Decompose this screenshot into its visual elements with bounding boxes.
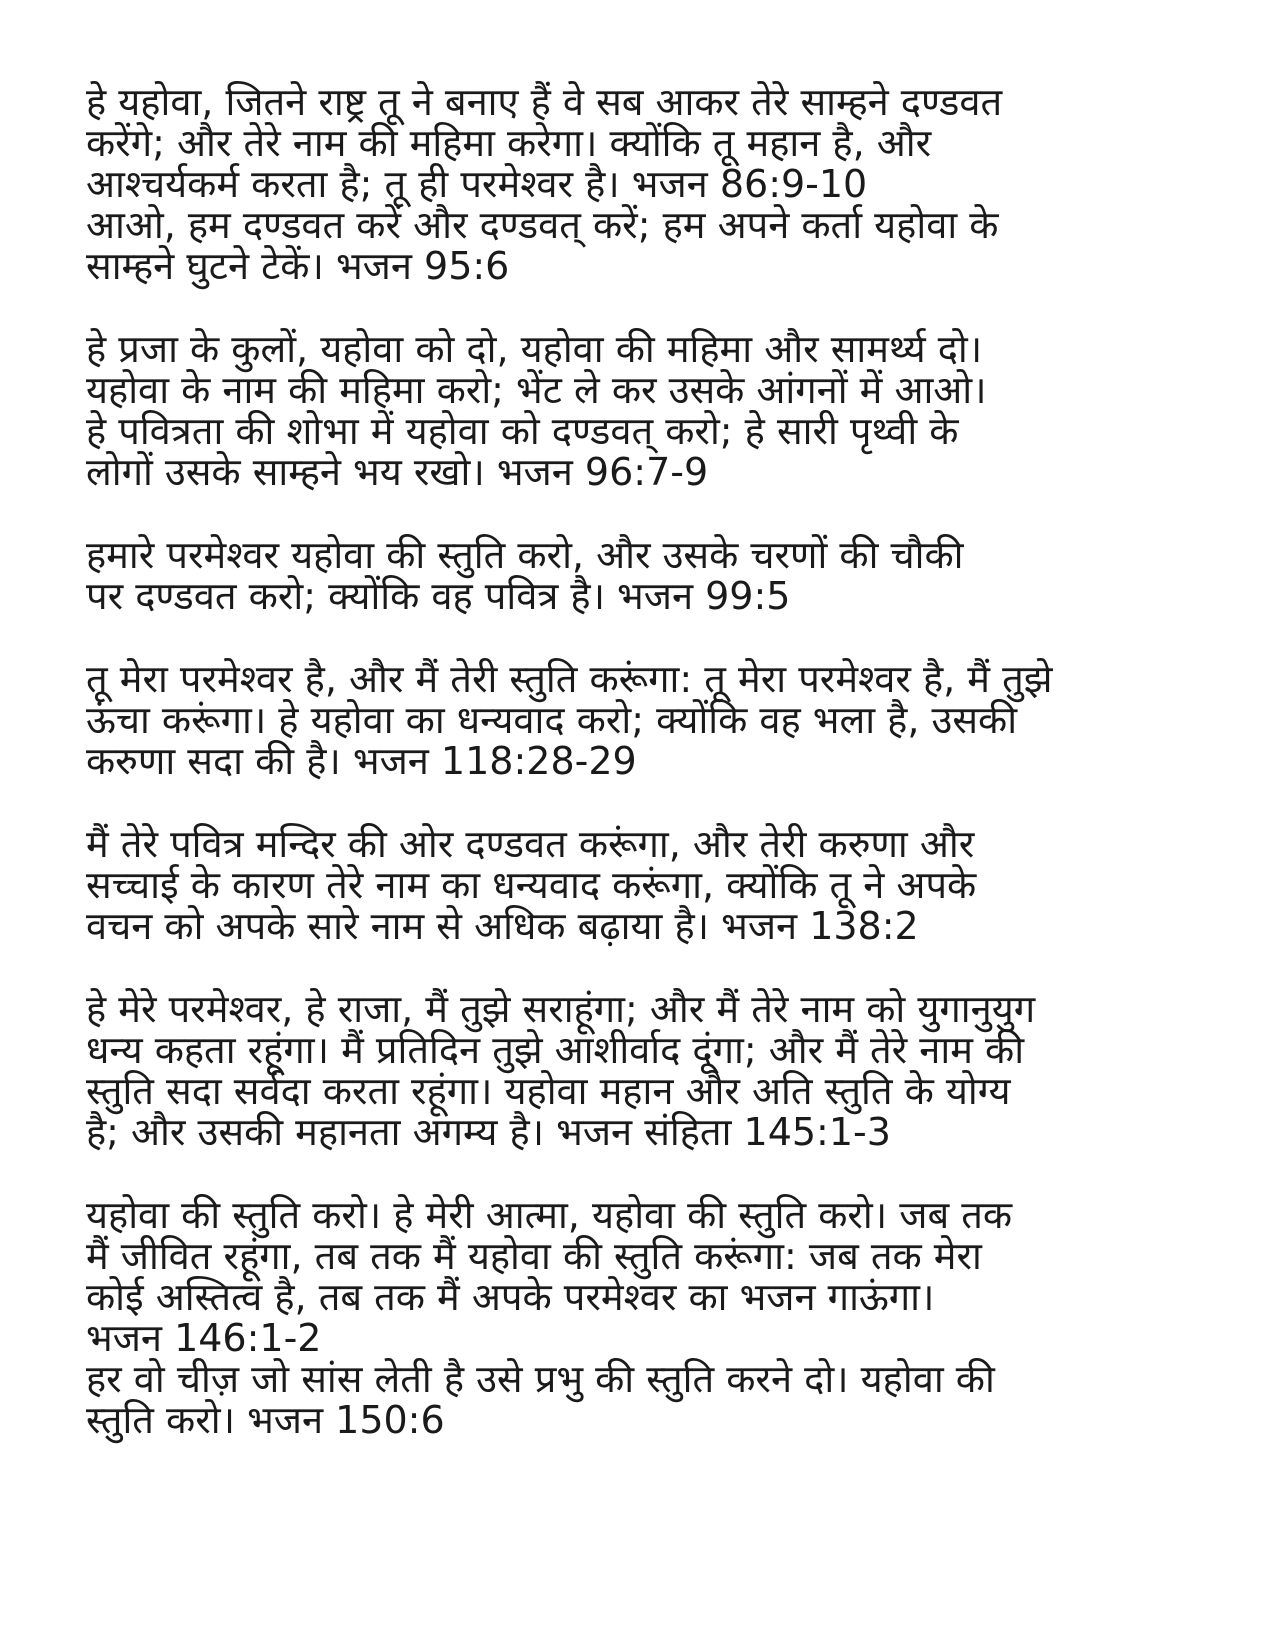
passage-line: लोगों उसके साम्हने भय रखो। भजन 96:7-9 bbox=[86, 450, 709, 494]
passage-line: यहोवा के नाम की महिमा करो; भेंट ले कर उसके आंगनों में आओ। bbox=[86, 368, 987, 412]
passage-line: हमारे परमेश्वर यहोवा की स्तुति करो, और उसके चरणों की चौकी bbox=[86, 533, 964, 577]
passage-2 bbox=[86, 329, 1216, 493]
passage-line: हे पवित्रता की शोभा में यहोवा को दण्डवत् करो; हे सारी पृथ्वी के bbox=[86, 409, 959, 453]
passage-line: कोई अस्तित्व है, तब तक मैं अपके परमेश्वर का भजन गाऊंगा। bbox=[86, 1275, 935, 1319]
passage-line: स्तुति करो। भजन 150:6 bbox=[86, 1398, 445, 1442]
passage-line: ऊंचा करूंगा। हे यहोवा का धन्यवाद करो; क्योंकि वह भला है, उसकी bbox=[86, 698, 1018, 742]
passage-line: तू मेरा परमेश्वर है, और मैं तेरी स्तुति करूंगा: तू मेरा परमेश्वर है, मैं तुझे bbox=[86, 657, 1053, 701]
passage-line: मैं जीवित रहूंगा, तब तक मैं यहोवा की स्तुति करूंगा: जब तक मेरा bbox=[86, 1234, 982, 1278]
passage-line: आओ, हम दण्डवत करें और दण्डवत् करें; हम अपने कर्ता यहोवा के bbox=[86, 203, 999, 247]
passage-6 bbox=[86, 989, 1216, 1153]
passage-line: वचन को अपके सारे नाम से अधिक बढ़ाया है। भजन 138:2 bbox=[86, 904, 919, 948]
paragraph-gap bbox=[86, 617, 1216, 659]
passage-4 bbox=[86, 659, 1216, 782]
paragraph-gap bbox=[86, 1153, 1216, 1195]
passage-line: हे प्रजा के कुलों, यहोवा को दो, यहोवा की महिमा और सामर्थ्य दो। bbox=[86, 327, 983, 371]
passage-line: धन्य कहता रहूंगा। मैं प्रतिदिन तुझे आशीर्वाद दूंगा; और मैं तेरे नाम की bbox=[86, 1028, 1025, 1072]
passage-line: साम्हने घुटने टेकें। भजन 95:6 bbox=[86, 244, 510, 288]
passage-5 bbox=[86, 824, 1216, 947]
paragraph-gap bbox=[86, 782, 1216, 824]
passage-line: है; और उसकी महानता अगम्य है। भजन संहिता 145:1-3 bbox=[86, 1110, 891, 1154]
passage-line: मैं तेरे पवित्र मन्दिर की ओर दण्डवत करूंगा, और तेरी करुणा और bbox=[86, 822, 975, 866]
passage-line: हे यहोवा, जितने राष्ट्र तू ने बनाए हैं वे सब आकर तेरे साम्हने दण्डवत bbox=[86, 80, 1003, 124]
passage-line: पर दण्डवत करो; क्योंकि वह पवित्र है। भजन 99:5 bbox=[86, 574, 791, 618]
passage-line: करुणा सदा की है। भजन 118:28-29 bbox=[86, 739, 637, 783]
paragraph-gap bbox=[86, 947, 1216, 989]
passage-line: हर वो चीज़ जो सांस लेती है उसे प्रभु की स्तुति करने दो। यहोवा की bbox=[86, 1357, 995, 1401]
passage-line: सच्चाई के कारण तेरे नाम का धन्यवाद करूंगा, क्योंकि तू ने अपके bbox=[86, 863, 977, 907]
passage-line: आश्चर्यकर्म करता है; तू ही परमेश्वर है। भजन 86:9-10 bbox=[86, 162, 868, 206]
passage-line: भजन 146:1-2 bbox=[86, 1316, 322, 1360]
passage-1 bbox=[86, 82, 1216, 287]
passage-line: हे मेरे परमेश्वर, हे राजा, मैं तुझे सराहूंगा; और मैं तेरे नाम को युगानुयुग bbox=[86, 987, 1036, 1031]
passage-line: स्तुति सदा सर्वदा करता रहूंगा। यहोवा महान और अति स्तुति के योग्य bbox=[86, 1069, 1011, 1113]
paragraph-gap bbox=[86, 493, 1216, 535]
passage-line: यहोवा की स्तुति करो। हे मेरी आत्मा, यहोवा की स्तुति करो। जब तक bbox=[86, 1193, 1013, 1237]
passage-3 bbox=[86, 535, 1216, 617]
paragraph-gap bbox=[86, 287, 1216, 329]
passage-line: करेंगे; और तेरे नाम की महिमा करेगा। क्योंकि तू महान है, और bbox=[86, 121, 932, 165]
scripture-page bbox=[86, 82, 1216, 1441]
passage-7 bbox=[86, 1195, 1216, 1441]
